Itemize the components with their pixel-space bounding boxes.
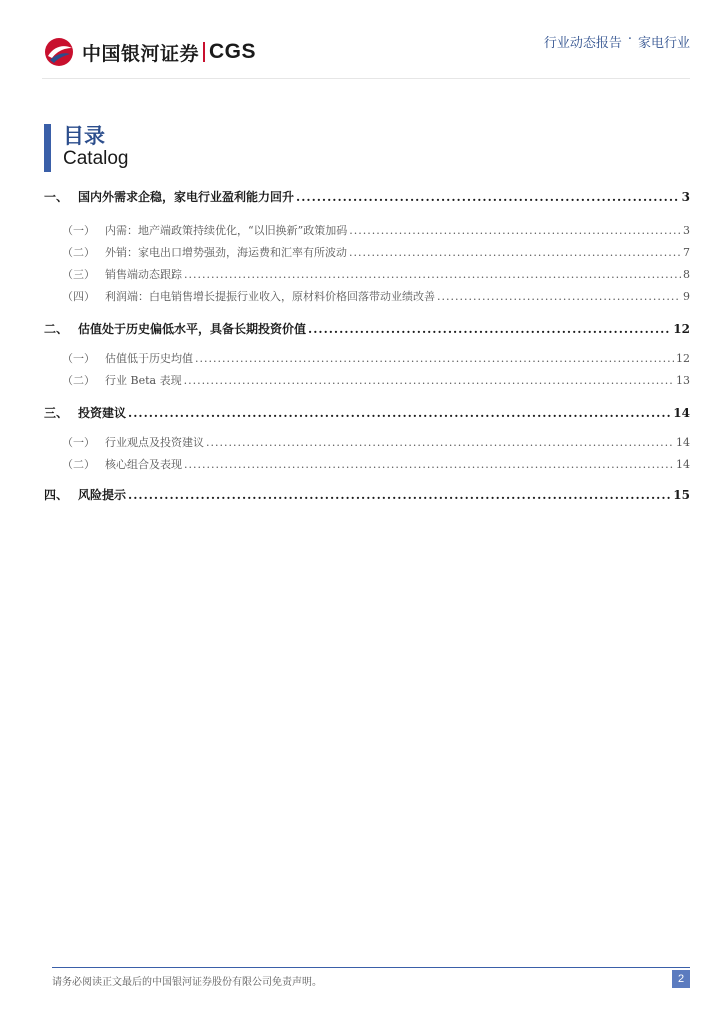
toc-entry-label: 外销：家电出口增势强劲，海运费和汇率有所波动 xyxy=(105,246,347,259)
toc-leader-dots xyxy=(308,322,671,336)
toc-leader-dots xyxy=(184,374,674,387)
toc-entry-page: 9 xyxy=(683,290,690,303)
toc-entry-label: 行业 Beta 表现 xyxy=(105,374,182,387)
toc-leader-dots xyxy=(349,246,681,259)
toc-entry[interactable]: （二） 行业 Beta 表现 ..... 13 xyxy=(44,372,690,388)
toc-leader-dots xyxy=(206,436,674,449)
toc-entry[interactable]: 一、 国内外需求企稳，家电行业盈利能力回升 ..... 3 xyxy=(44,188,690,205)
toc-leader-dots xyxy=(349,224,681,237)
toc-entry-page: 14 xyxy=(673,406,690,420)
toc-entry[interactable]: 三、 投资建议 ..... 14 xyxy=(44,404,690,421)
brand-name-cn: 中国银河证券 xyxy=(82,42,200,65)
toc-entry-label: 核心组合及表现 xyxy=(105,458,182,471)
report-type xyxy=(544,32,690,51)
toc-leader-dots xyxy=(296,190,680,204)
brand-name-en: CGS xyxy=(209,40,257,63)
toc-entry-page: 14 xyxy=(676,458,690,471)
toc-leader-dots xyxy=(195,352,674,365)
toc-entry-label: 销售端动态跟踪 xyxy=(105,268,182,281)
toc-entry-page: 12 xyxy=(676,352,690,365)
toc-entry-label: 利润端：白电销售增长提振行业收入，原材料价格回落带动业绩改善 xyxy=(105,290,435,303)
toc-entry[interactable]: （二） 核心组合及表现 ..... 14 xyxy=(44,456,690,472)
toc-entry-page: 7 xyxy=(683,246,690,259)
toc-entry[interactable]: 四、 风险提示 ..... 15 xyxy=(44,486,690,503)
toc-leader-dots xyxy=(437,290,681,303)
toc-entry[interactable]: （一） 估值低于历史均值 ..... 12 xyxy=(44,350,690,366)
report-type-label: 行业动态报告 xyxy=(543,36,622,51)
footer-disclaimer: 请务必阅读正文最后的中国银河证券股份有限公司免责声明。 xyxy=(52,977,322,988)
toc-entry-page: 3 xyxy=(683,224,690,237)
toc-entry-label: 国内外需求企稳，家电行业盈利能力回升 xyxy=(78,190,295,204)
toc-entry-label: 投资建议 xyxy=(78,406,127,420)
report-type-separator: · xyxy=(627,32,632,47)
toc-entry-label: 行业观点及投资建议 xyxy=(105,436,204,449)
footer-divider xyxy=(52,967,690,968)
toc-leader-dots xyxy=(184,458,674,471)
toc-entry-label: 估值处于历史偏低水平，具备长期投资价值 xyxy=(78,322,307,336)
toc-leader-dots xyxy=(128,406,671,420)
toc-entry-label: 内需：地产端政策持续优化，“以旧换新”政策加码 xyxy=(105,224,348,237)
toc-entry-page: 13 xyxy=(676,374,690,387)
toc-entry-page: 3 xyxy=(681,190,690,204)
sector-label: 家电行业 xyxy=(637,36,690,51)
toc-entry-page: 14 xyxy=(676,436,690,449)
toc-entry-page: 12 xyxy=(673,322,690,336)
title-accent-bar xyxy=(44,124,51,172)
toc-entry[interactable]: （三） 销售端动态跟踪 ..... 8 xyxy=(44,266,690,282)
toc-title-cn: 目录 xyxy=(63,124,105,148)
toc-entry[interactable]: （二） 外销：家电出口增势强劲，海运费和汇率有所波动 ..... 7 xyxy=(44,244,690,260)
toc-entry[interactable]: （一） 内需：地产端政策持续优化，“以旧换新”政策加码 ..... 3 xyxy=(44,222,690,238)
toc-entry[interactable]: （一） 行业观点及投资建议 ..... 14 xyxy=(44,434,690,450)
toc-entry-label: 风险提示 xyxy=(78,488,127,502)
header-divider xyxy=(42,78,690,79)
toc-leader-dots xyxy=(184,268,681,281)
toc-entry-page: 8 xyxy=(683,268,690,281)
toc-entry-label: 估值低于历史均值 xyxy=(105,352,193,365)
toc-entry[interactable]: 二、 估值处于历史偏低水平，具备长期投资价值 ..... 12 xyxy=(44,320,690,337)
cgs-logo xyxy=(42,36,256,68)
toc-entry[interactable]: （四） 利润端：白电销售增长提振行业收入，原材料价格回落带动业绩改善 ..... 9 xyxy=(44,288,690,304)
page-number: 2 xyxy=(672,970,690,988)
toc-entry-page: 15 xyxy=(673,488,690,502)
cgs-logo-icon xyxy=(42,36,76,68)
page-header xyxy=(0,0,724,90)
logo-separator xyxy=(203,42,205,62)
toc-title-en: Catalog xyxy=(63,148,129,169)
toc-leader-dots xyxy=(128,488,671,502)
